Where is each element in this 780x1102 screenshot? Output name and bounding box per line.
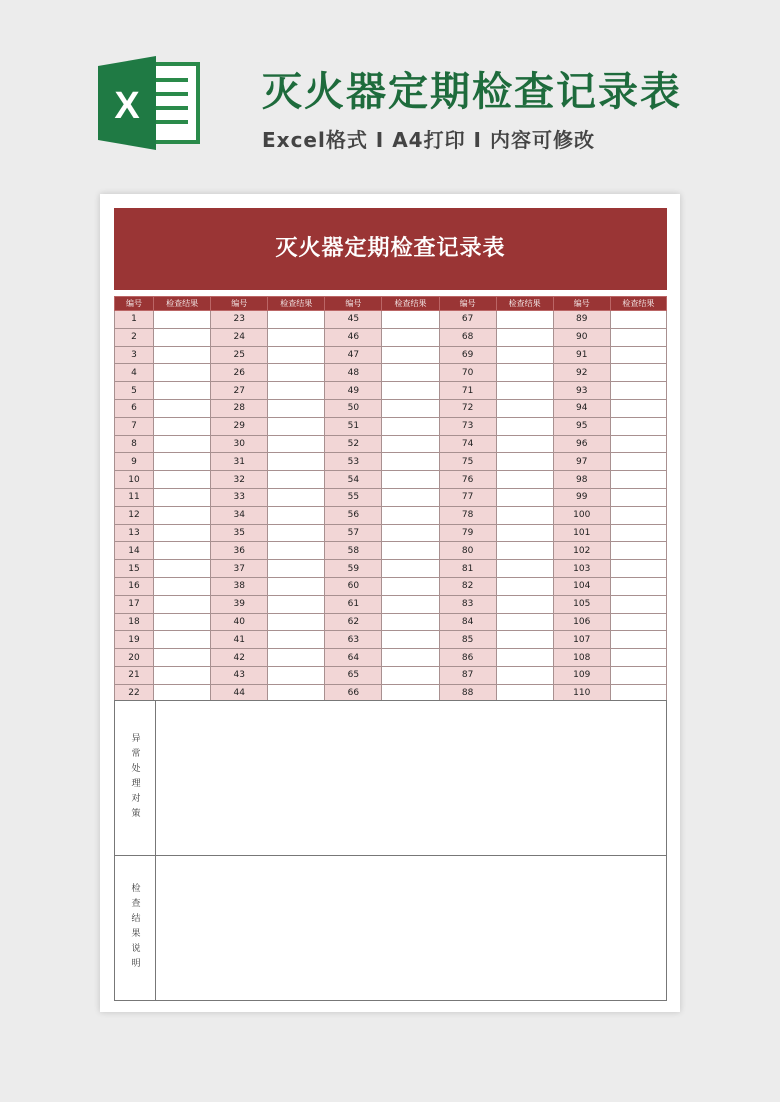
- check-result-cell[interactable]: [382, 613, 439, 631]
- check-result-cell[interactable]: [496, 435, 553, 453]
- check-result-cell[interactable]: [268, 595, 325, 613]
- check-result-cell[interactable]: [496, 471, 553, 489]
- check-result-cell[interactable]: [496, 399, 553, 417]
- check-result-cell[interactable]: [154, 524, 211, 542]
- check-result-cell[interactable]: [496, 649, 553, 667]
- sheet-title: 灭火器定期检查记录表: [114, 208, 667, 290]
- extinguisher-number-cell: 53: [325, 453, 382, 471]
- extinguisher-number-cell: 26: [211, 364, 268, 382]
- column-header-result: 检查结果: [496, 297, 553, 311]
- extinguisher-number-cell: 64: [325, 649, 382, 667]
- table-row: [115, 382, 667, 400]
- table-row: [115, 453, 667, 471]
- extinguisher-number-cell: 52: [325, 435, 382, 453]
- check-result-cell[interactable]: [382, 399, 439, 417]
- extinguisher-number-cell: 24: [211, 328, 268, 346]
- check-result-cell[interactable]: [610, 471, 666, 489]
- check-result-cell[interactable]: [154, 417, 211, 435]
- table-row: [115, 560, 667, 578]
- check-result-cell[interactable]: [154, 542, 211, 560]
- table-row: [115, 542, 667, 560]
- extinguisher-number-cell: 1: [115, 311, 154, 329]
- extinguisher-number-cell: 70: [439, 364, 496, 382]
- extinguisher-number-cell: 15: [115, 560, 154, 578]
- extinguisher-number-cell: 20: [115, 649, 154, 667]
- extinguisher-number-cell: 68: [439, 328, 496, 346]
- abnormal-handling-label: 异常处理对策: [129, 733, 140, 823]
- check-result-cell[interactable]: [154, 649, 211, 667]
- check-result-cell[interactable]: [382, 524, 439, 542]
- check-result-cell[interactable]: [268, 488, 325, 506]
- column-header-number: 编号: [553, 297, 610, 311]
- check-result-cell[interactable]: [610, 382, 666, 400]
- check-result-cell[interactable]: [496, 328, 553, 346]
- check-result-cell[interactable]: [382, 417, 439, 435]
- check-result-cell[interactable]: [496, 524, 553, 542]
- extinguisher-number-cell: 10: [115, 471, 154, 489]
- check-result-cell[interactable]: [154, 613, 211, 631]
- check-result-cell[interactable]: [154, 631, 211, 649]
- check-result-cell[interactable]: [610, 435, 666, 453]
- check-result-cell[interactable]: [610, 328, 666, 346]
- check-result-cell[interactable]: [610, 488, 666, 506]
- extinguisher-number-cell: 45: [325, 311, 382, 329]
- check-result-cell[interactable]: [382, 453, 439, 471]
- check-result-cell[interactable]: [610, 399, 666, 417]
- extinguisher-number-cell: 25: [211, 346, 268, 364]
- extinguisher-number-cell: 110: [553, 684, 610, 702]
- check-result-cell[interactable]: [496, 453, 553, 471]
- check-result-cell[interactable]: [610, 311, 666, 329]
- extinguisher-number-cell: 87: [439, 666, 496, 684]
- extinguisher-number-cell: 14: [115, 542, 154, 560]
- extinguisher-number-cell: 32: [211, 471, 268, 489]
- check-result-cell[interactable]: [610, 595, 666, 613]
- extinguisher-number-cell: 18: [115, 613, 154, 631]
- column-header-number: 编号: [115, 297, 154, 311]
- check-result-cell[interactable]: [610, 631, 666, 649]
- table-row: [115, 506, 667, 524]
- extinguisher-number-cell: 23: [211, 311, 268, 329]
- check-result-cell[interactable]: [382, 649, 439, 667]
- check-result-cell[interactable]: [610, 524, 666, 542]
- extinguisher-number-cell: 42: [211, 649, 268, 667]
- record-table: [114, 296, 667, 703]
- column-header-result: 检查结果: [268, 297, 325, 311]
- check-result-cell[interactable]: [382, 346, 439, 364]
- check-result-cell[interactable]: [610, 346, 666, 364]
- extinguisher-number-cell: 98: [553, 471, 610, 489]
- check-result-cell[interactable]: [496, 346, 553, 364]
- check-result-cell[interactable]: [154, 346, 211, 364]
- check-result-cell[interactable]: [268, 649, 325, 667]
- extinguisher-number-cell: 91: [553, 346, 610, 364]
- extinguisher-number-cell: 28: [211, 399, 268, 417]
- check-result-cell[interactable]: [610, 613, 666, 631]
- check-result-cell[interactable]: [496, 417, 553, 435]
- extinguisher-number-cell: 76: [439, 471, 496, 489]
- extinguisher-number-cell: 55: [325, 488, 382, 506]
- extinguisher-number-cell: 84: [439, 613, 496, 631]
- check-result-cell[interactable]: [268, 631, 325, 649]
- extinguisher-number-cell: 30: [211, 435, 268, 453]
- extinguisher-number-cell: 107: [553, 631, 610, 649]
- table-row: [115, 399, 667, 417]
- table-row: [115, 524, 667, 542]
- check-result-cell[interactable]: [382, 560, 439, 578]
- check-result-cell[interactable]: [154, 328, 211, 346]
- extinguisher-number-cell: 51: [325, 417, 382, 435]
- check-result-cell[interactable]: [268, 435, 325, 453]
- table-row: [115, 488, 667, 506]
- extinguisher-number-cell: 41: [211, 631, 268, 649]
- extinguisher-number-cell: 21: [115, 666, 154, 684]
- extinguisher-number-cell: 27: [211, 382, 268, 400]
- excel-logo-icon: [98, 56, 202, 150]
- extinguisher-number-cell: 62: [325, 613, 382, 631]
- check-result-cell[interactable]: [382, 595, 439, 613]
- extinguisher-number-cell: 67: [439, 311, 496, 329]
- extinguisher-number-cell: 103: [553, 560, 610, 578]
- extinguisher-number-cell: 50: [325, 399, 382, 417]
- extinguisher-number-cell: 73: [439, 417, 496, 435]
- table-row: [115, 435, 667, 453]
- check-result-cell[interactable]: [154, 311, 211, 329]
- extinguisher-number-cell: 72: [439, 399, 496, 417]
- check-result-cell[interactable]: [496, 560, 553, 578]
- check-result-cell[interactable]: [268, 417, 325, 435]
- table-row: [115, 595, 667, 613]
- extinguisher-number-cell: 46: [325, 328, 382, 346]
- check-result-cell[interactable]: [496, 488, 553, 506]
- extinguisher-number-cell: 13: [115, 524, 154, 542]
- check-result-cell[interactable]: [496, 506, 553, 524]
- extinguisher-number-cell: 57: [325, 524, 382, 542]
- extinguisher-number-cell: 89: [553, 311, 610, 329]
- extinguisher-number-cell: 80: [439, 542, 496, 560]
- check-result-cell[interactable]: [154, 435, 211, 453]
- check-result-cell[interactable]: [496, 577, 553, 595]
- extinguisher-number-cell: 19: [115, 631, 154, 649]
- table-header-row: [115, 297, 667, 311]
- extinguisher-number-cell: 108: [553, 649, 610, 667]
- check-result-cell[interactable]: [382, 506, 439, 524]
- extinguisher-number-cell: 104: [553, 577, 610, 595]
- check-result-cell[interactable]: [268, 311, 325, 329]
- check-result-cell[interactable]: [154, 488, 211, 506]
- extinguisher-number-cell: 31: [211, 453, 268, 471]
- extinguisher-number-cell: 102: [553, 542, 610, 560]
- extinguisher-number-cell: 93: [553, 382, 610, 400]
- extinguisher-number-cell: 12: [115, 506, 154, 524]
- check-result-cell[interactable]: [268, 346, 325, 364]
- extinguisher-number-cell: 33: [211, 488, 268, 506]
- extinguisher-number-cell: 94: [553, 399, 610, 417]
- check-result-cell[interactable]: [268, 382, 325, 400]
- extinguisher-number-cell: 109: [553, 666, 610, 684]
- table-row: [115, 613, 667, 631]
- extinguisher-number-cell: 81: [439, 560, 496, 578]
- extinguisher-number-cell: 9: [115, 453, 154, 471]
- check-result-cell[interactable]: [268, 542, 325, 560]
- result-explanation-label: 检查结果说明: [129, 883, 140, 973]
- extinguisher-number-cell: 77: [439, 488, 496, 506]
- extinguisher-number-cell: 5: [115, 382, 154, 400]
- column-header-result: 检查结果: [610, 297, 666, 311]
- extinguisher-number-cell: 11: [115, 488, 154, 506]
- extinguisher-number-cell: 66: [325, 684, 382, 702]
- check-result-cell[interactable]: [496, 631, 553, 649]
- extinguisher-number-cell: 65: [325, 666, 382, 684]
- extinguisher-number-cell: 4: [115, 364, 154, 382]
- table-row: [115, 328, 667, 346]
- column-header-number: 编号: [439, 297, 496, 311]
- extinguisher-number-cell: 48: [325, 364, 382, 382]
- extinguisher-number-cell: 69: [439, 346, 496, 364]
- check-result-cell[interactable]: [154, 595, 211, 613]
- check-result-cell[interactable]: [154, 560, 211, 578]
- extinguisher-number-cell: 97: [553, 453, 610, 471]
- check-result-cell[interactable]: [268, 524, 325, 542]
- check-result-cell[interactable]: [496, 666, 553, 684]
- check-result-cell[interactable]: [268, 328, 325, 346]
- check-result-cell[interactable]: [382, 631, 439, 649]
- extinguisher-number-cell: 71: [439, 382, 496, 400]
- extinguisher-number-cell: 3: [115, 346, 154, 364]
- extinguisher-number-cell: 96: [553, 435, 610, 453]
- table-row: [115, 649, 667, 667]
- extinguisher-number-cell: 60: [325, 577, 382, 595]
- column-header-result: 检查结果: [382, 297, 439, 311]
- extinguisher-number-cell: 83: [439, 595, 496, 613]
- check-result-cell[interactable]: [610, 364, 666, 382]
- extinguisher-number-cell: 90: [553, 328, 610, 346]
- check-result-cell[interactable]: [154, 453, 211, 471]
- extinguisher-number-cell: 75: [439, 453, 496, 471]
- extinguisher-number-cell: 105: [553, 595, 610, 613]
- extinguisher-number-cell: 16: [115, 577, 154, 595]
- abnormal-handling-section: [114, 700, 667, 856]
- extinguisher-number-cell: 101: [553, 524, 610, 542]
- table-row: [115, 471, 667, 489]
- extinguisher-number-cell: 8: [115, 435, 154, 453]
- check-result-cell[interactable]: [610, 542, 666, 560]
- extinguisher-number-cell: 29: [211, 417, 268, 435]
- page-title: 灭火器定期检查记录表: [262, 69, 682, 115]
- extinguisher-number-cell: 74: [439, 435, 496, 453]
- table-row: [115, 666, 667, 684]
- check-result-cell[interactable]: [154, 364, 211, 382]
- check-result-cell[interactable]: [382, 328, 439, 346]
- extinguisher-number-cell: 7: [115, 417, 154, 435]
- svg-text:X: X: [114, 85, 140, 127]
- check-result-cell[interactable]: [382, 488, 439, 506]
- check-result-cell[interactable]: [268, 506, 325, 524]
- check-result-cell[interactable]: [610, 666, 666, 684]
- check-result-cell[interactable]: [268, 453, 325, 471]
- extinguisher-number-cell: 6: [115, 399, 154, 417]
- check-result-cell[interactable]: [610, 577, 666, 595]
- check-result-cell[interactable]: [268, 560, 325, 578]
- check-result-cell[interactable]: [382, 471, 439, 489]
- table-row: [115, 364, 667, 382]
- check-result-cell[interactable]: [268, 471, 325, 489]
- check-result-cell[interactable]: [268, 613, 325, 631]
- document-page: [100, 194, 680, 1012]
- check-result-cell[interactable]: [268, 364, 325, 382]
- extinguisher-number-cell: 92: [553, 364, 610, 382]
- page-subtitle: Excel格式 Ⅰ A4打印 Ⅰ 内容可修改: [262, 128, 595, 152]
- check-result-cell[interactable]: [610, 417, 666, 435]
- column-header-number: 编号: [325, 297, 382, 311]
- check-result-cell[interactable]: [496, 311, 553, 329]
- check-result-cell[interactable]: [382, 382, 439, 400]
- check-result-cell[interactable]: [154, 506, 211, 524]
- check-result-cell[interactable]: [154, 399, 211, 417]
- check-result-cell[interactable]: [382, 364, 439, 382]
- check-result-cell[interactable]: [382, 435, 439, 453]
- extinguisher-number-cell: 61: [325, 595, 382, 613]
- table-row: [115, 311, 667, 329]
- check-result-cell[interactable]: [496, 595, 553, 613]
- check-result-cell[interactable]: [154, 382, 211, 400]
- check-result-cell[interactable]: [154, 666, 211, 684]
- extinguisher-number-cell: 99: [553, 488, 610, 506]
- extinguisher-number-cell: 79: [439, 524, 496, 542]
- extinguisher-number-cell: 63: [325, 631, 382, 649]
- check-result-cell[interactable]: [496, 382, 553, 400]
- check-result-cell[interactable]: [610, 560, 666, 578]
- check-result-cell[interactable]: [382, 666, 439, 684]
- check-result-cell[interactable]: [268, 666, 325, 684]
- table-row: [115, 577, 667, 595]
- extinguisher-number-cell: 38: [211, 577, 268, 595]
- check-result-cell[interactable]: [382, 577, 439, 595]
- extinguisher-number-cell: 56: [325, 506, 382, 524]
- extinguisher-number-cell: 43: [211, 666, 268, 684]
- column-header-number: 编号: [211, 297, 268, 311]
- extinguisher-number-cell: 22: [115, 684, 154, 702]
- extinguisher-number-cell: 34: [211, 506, 268, 524]
- check-result-cell[interactable]: [268, 577, 325, 595]
- check-result-cell[interactable]: [610, 649, 666, 667]
- result-explanation-section: [114, 855, 667, 1001]
- column-header-result: 检查结果: [154, 297, 211, 311]
- extinguisher-number-cell: 95: [553, 417, 610, 435]
- extinguisher-number-cell: 49: [325, 382, 382, 400]
- extinguisher-number-cell: 78: [439, 506, 496, 524]
- extinguisher-number-cell: 88: [439, 684, 496, 702]
- table-row: [115, 631, 667, 649]
- check-result-cell[interactable]: [268, 399, 325, 417]
- check-result-cell[interactable]: [496, 364, 553, 382]
- extinguisher-number-cell: 82: [439, 577, 496, 595]
- extinguisher-number-cell: 47: [325, 346, 382, 364]
- extinguisher-number-cell: 85: [439, 631, 496, 649]
- extinguisher-number-cell: 2: [115, 328, 154, 346]
- check-result-cell[interactable]: [154, 577, 211, 595]
- check-result-cell[interactable]: [154, 471, 211, 489]
- extinguisher-number-cell: 40: [211, 613, 268, 631]
- check-result-cell[interactable]: [382, 542, 439, 560]
- extinguisher-number-cell: 44: [211, 684, 268, 702]
- extinguisher-number-cell: 106: [553, 613, 610, 631]
- table-row: [115, 417, 667, 435]
- table-row: [115, 346, 667, 364]
- extinguisher-number-cell: 54: [325, 471, 382, 489]
- extinguisher-number-cell: 86: [439, 649, 496, 667]
- check-result-cell[interactable]: [610, 453, 666, 471]
- check-result-cell[interactable]: [496, 613, 553, 631]
- check-result-cell[interactable]: [610, 506, 666, 524]
- extinguisher-number-cell: 39: [211, 595, 268, 613]
- extinguisher-number-cell: 37: [211, 560, 268, 578]
- extinguisher-number-cell: 17: [115, 595, 154, 613]
- extinguisher-number-cell: 100: [553, 506, 610, 524]
- extinguisher-number-cell: 36: [211, 542, 268, 560]
- check-result-cell[interactable]: [382, 311, 439, 329]
- extinguisher-number-cell: 59: [325, 560, 382, 578]
- extinguisher-number-cell: 58: [325, 542, 382, 560]
- extinguisher-number-cell: 35: [211, 524, 268, 542]
- check-result-cell[interactable]: [496, 542, 553, 560]
